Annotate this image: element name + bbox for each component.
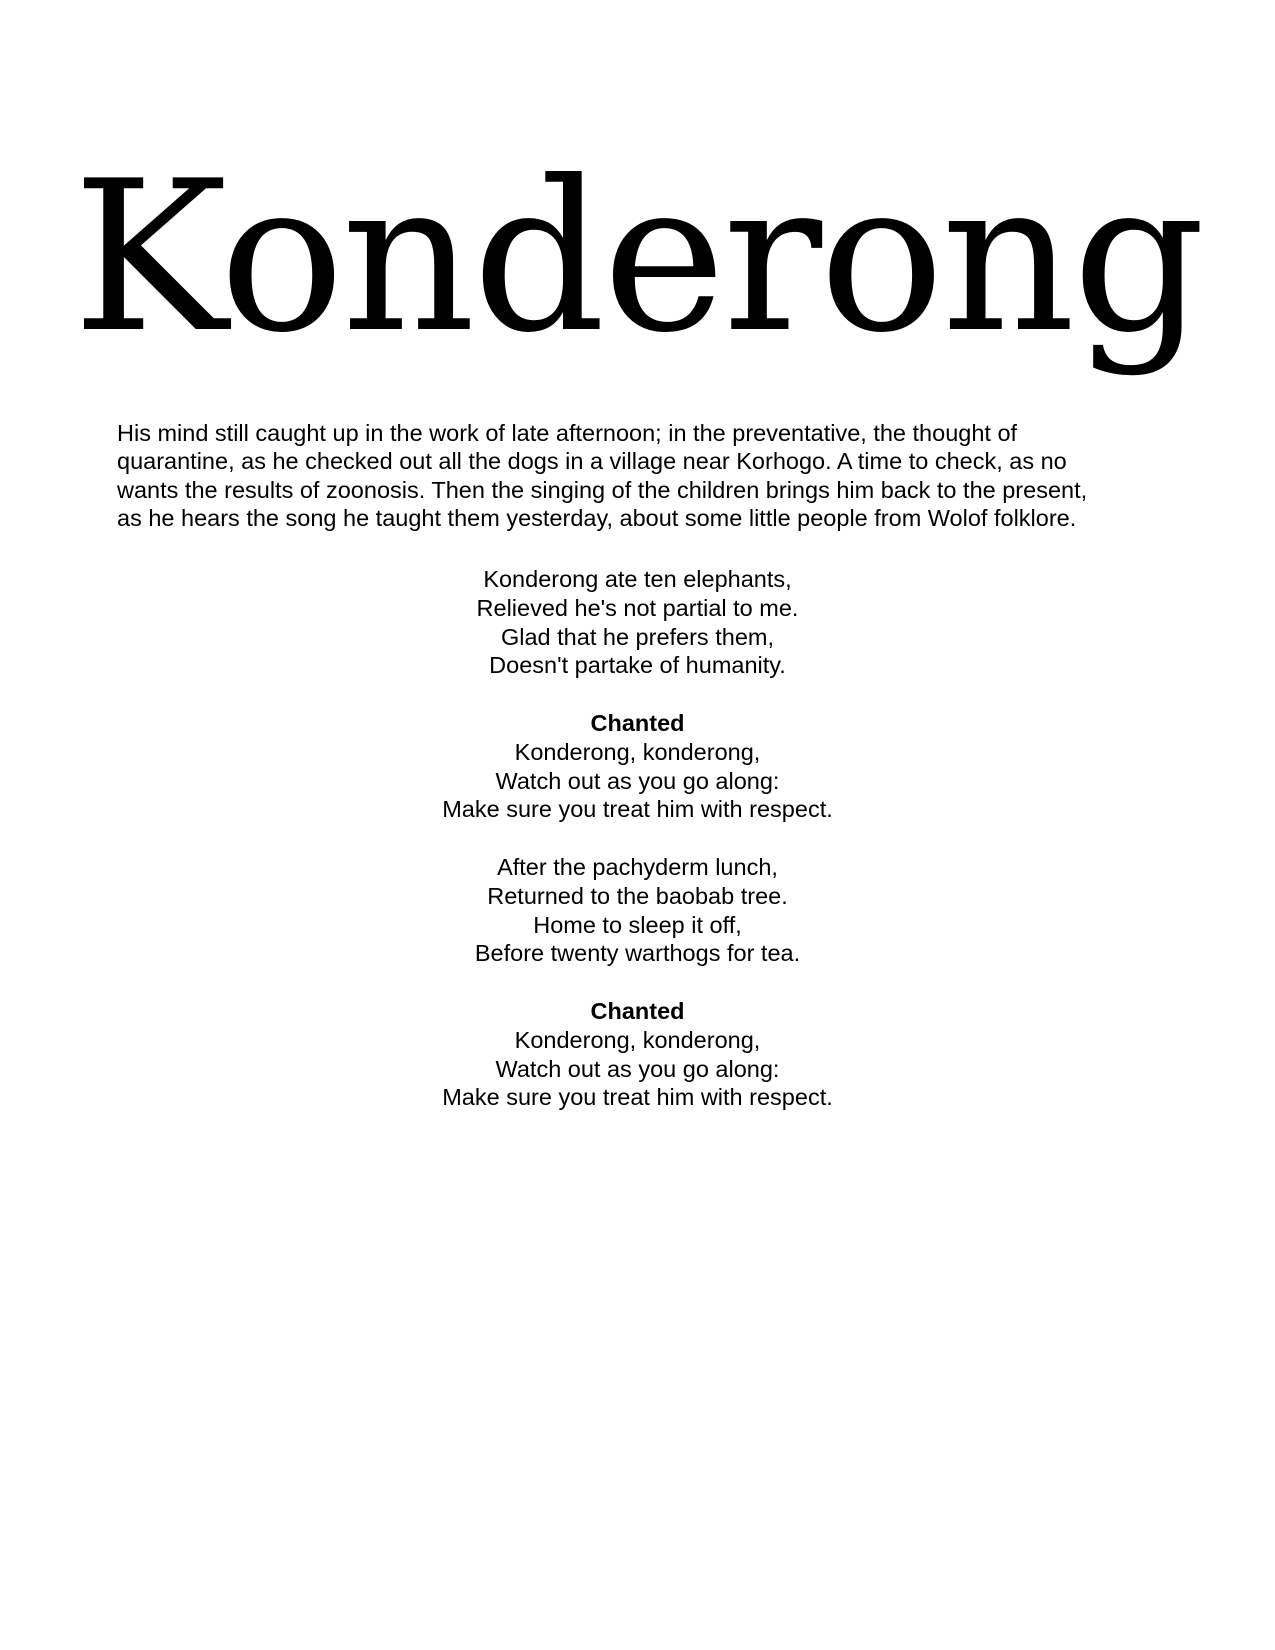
intro-line: His mind still caught up in the work of late afternoon; in the preventative, the thought of	[117, 420, 1018, 446]
chorus-line: Watch out as you go along:	[495, 767, 780, 794]
verse-line: After the pachyderm lunch,	[497, 853, 778, 880]
chorus-line: Konderong, konderong,	[514, 738, 761, 765]
song-lyrics	[0, 565, 1275, 1141]
intro-paragraph	[117, 419, 1162, 533]
chorus-line: Konderong, konderong,	[514, 1026, 761, 1053]
verse-line: Relieved he's not partial to me.	[476, 594, 799, 621]
chorus-2	[0, 997, 1275, 1112]
page-title: Konderong	[72, 137, 1203, 379]
chorus-line: Watch out as you go along:	[495, 1055, 780, 1082]
verse-line: Before twenty warthogs for tea.	[474, 940, 801, 967]
verse-line: Doesn't partake of humanity.	[489, 652, 786, 679]
intro-line: quarantine, as he checked out all the dogs in a village near Korhogo. A time to check, as no	[117, 448, 1067, 475]
verse-line: Konderong ate ten elephants,	[483, 566, 792, 592]
verse-2	[0, 853, 1275, 968]
chorus-1	[0, 709, 1275, 824]
verse-1	[0, 565, 1275, 680]
verse-line: Home to sleep it off,	[533, 911, 742, 938]
verse-line: Returned to the baobab tree.	[487, 882, 788, 909]
chorus-heading: Chanted	[590, 997, 685, 1024]
chorus-line: Make sure you treat him with respect.	[442, 796, 833, 823]
intro-line: as he hears the song he taught them yesterday, about some little people from Wolof folklore.	[117, 505, 1077, 532]
intro-line: wants the results of zoonosis. Then the singing of the children brings him back to the present,	[117, 476, 1088, 503]
chorus-heading: Chanted	[590, 709, 685, 736]
chorus-line: Make sure you treat him with respect.	[442, 1084, 833, 1111]
verse-line: Glad that he prefers them,	[500, 623, 774, 650]
